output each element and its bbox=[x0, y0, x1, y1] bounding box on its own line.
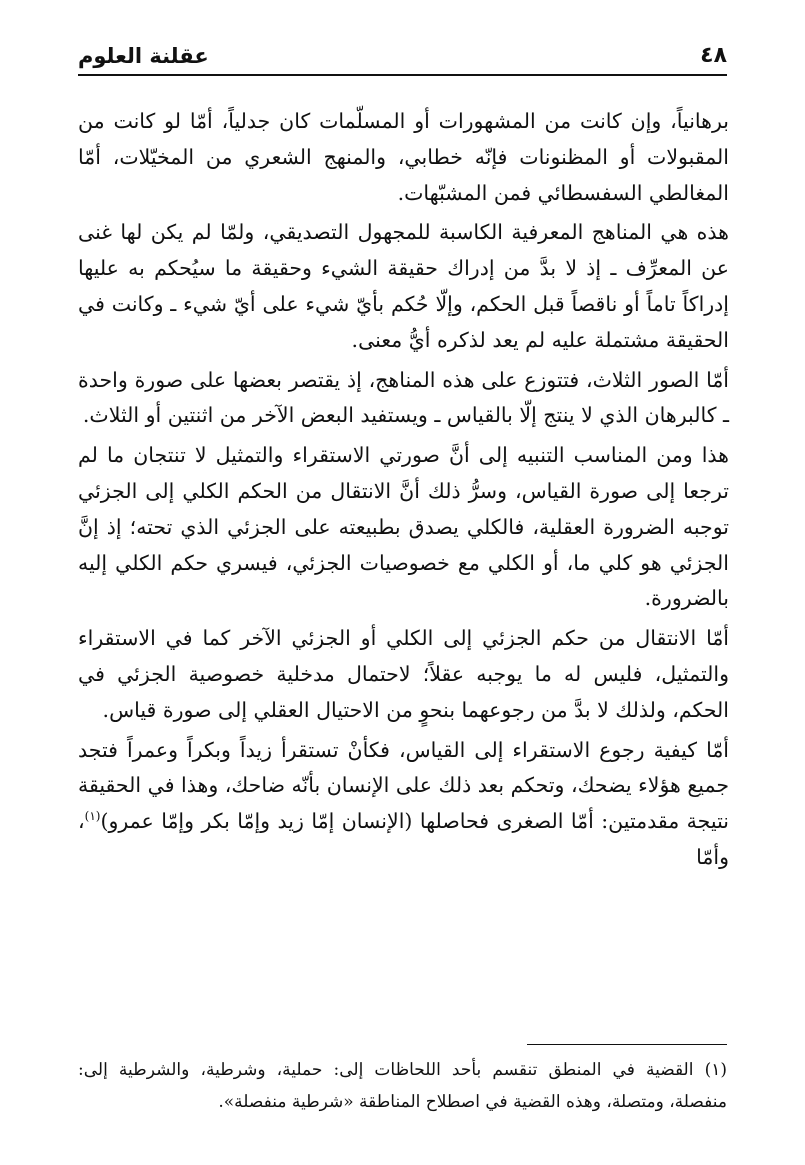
footnote-text: (١) القضية في المنطق تنقسم بأحد اللحاظات إلى: حملية، وشرطية، والشرطية إلى: منفصلة، ومتصلة، وهذه القضية في اصطلاح المناطقة «شرطية منفصلة». bbox=[78, 1060, 727, 1112]
paragraph: أمّا الصور الثلاث، فتتوزع على هذه المناهج، إذ يقتصر بعضها على صورة واحدة ـ كالبرهان الذي لا ينتج إلّا بالقياس ـ ويستفيد البعض الآخر من اثنتين أو الثلاث. bbox=[78, 367, 729, 428]
main-text bbox=[78, 104, 729, 876]
paragraph: هذه هي المناهج المعرفية الكاسبة للمجهول التصديقي، ولمّا لم يكن لها غنى عن المعرِّف ـ إذ لا بدَّ من إدراك حقيقة الشيء وحقيقة ما سيُحكم به عليها إدراكاً تاماً أو ناقصاً قبل الحكم، وإلّا حُكم بأيّ شيء على أيّ شيء ـ وكانت في الحقيقة مشتملة عليه لم يعد لذكره أيُّ معنى. bbox=[78, 220, 729, 352]
paragraph-text: أمّا كيفية رجوع الاستقراء إلى القياس، فكأنْ تستقرأ زيداً وبكراً وعمراً فتجد جميع هؤلاء يضحك، وتحكم بعد ذلك على الإنسان بأنّه ضاحك، وهذا في الحقيقة نتيجة مقدمتين: أمّا الصغرى فحاصلها (الإنسان إمّا زيد وإمّا بكر وإمّا عمرو) bbox=[78, 737, 729, 834]
paragraph: أمّا الانتقال من حكم الجزئي إلى الكلي أو الجزئي الآخر كما في الاستقراء والتمثيل، فليس له ما يوجبه عقلاً؛ لاحتمال مدخلية خصوصية الجزئي في الحكم، ولذلك لا بدَّ من رجوعهما بنحوٍ من الاحتيال العقلي إلى صورة قياس. bbox=[78, 626, 729, 722]
page-number: ٤٨ bbox=[700, 43, 727, 68]
footnote-reference[interactable]: (١) bbox=[84, 809, 101, 824]
paragraph: هذا ومن المناسب التنبيه إلى أنَّ صورتي الاستقراء والتمثيل لا تنتجان ما لم ترجعا إلى صورة القياس، وسرُّ ذلك أنَّ الانتقال من الحكم الكلي إلى الجزئي توجبه الضرورة العقلية، فالكلي يصدق بطبيعته على الجزئي الذي تحته؛ إذ إنَّ الجزئي هو كلي ما، أو الكلي مع خصوصيات الجزئي، فيسري حكم الكلي إليه بالضرورة. bbox=[78, 443, 729, 611]
running-title: عقلنة العلوم bbox=[78, 44, 209, 68]
paragraph bbox=[78, 733, 729, 876]
paragraph-text-tail: ، وأمّا bbox=[78, 809, 729, 869]
footnote bbox=[78, 1054, 727, 1118]
paragraph: برهانياً، وإن كانت من المشهورات أو المسلّمات كان جدلياً، أمّا لو كانت من المقبولات أو المظنونات فإنّه خطابي، والمنهج الشعري من المخيّلات، أمّا المغالطي السفسطائي فمن المشبّهات. bbox=[78, 109, 729, 205]
header-rule bbox=[78, 74, 727, 76]
footnote-rule bbox=[527, 1044, 727, 1045]
page-header bbox=[78, 28, 727, 68]
